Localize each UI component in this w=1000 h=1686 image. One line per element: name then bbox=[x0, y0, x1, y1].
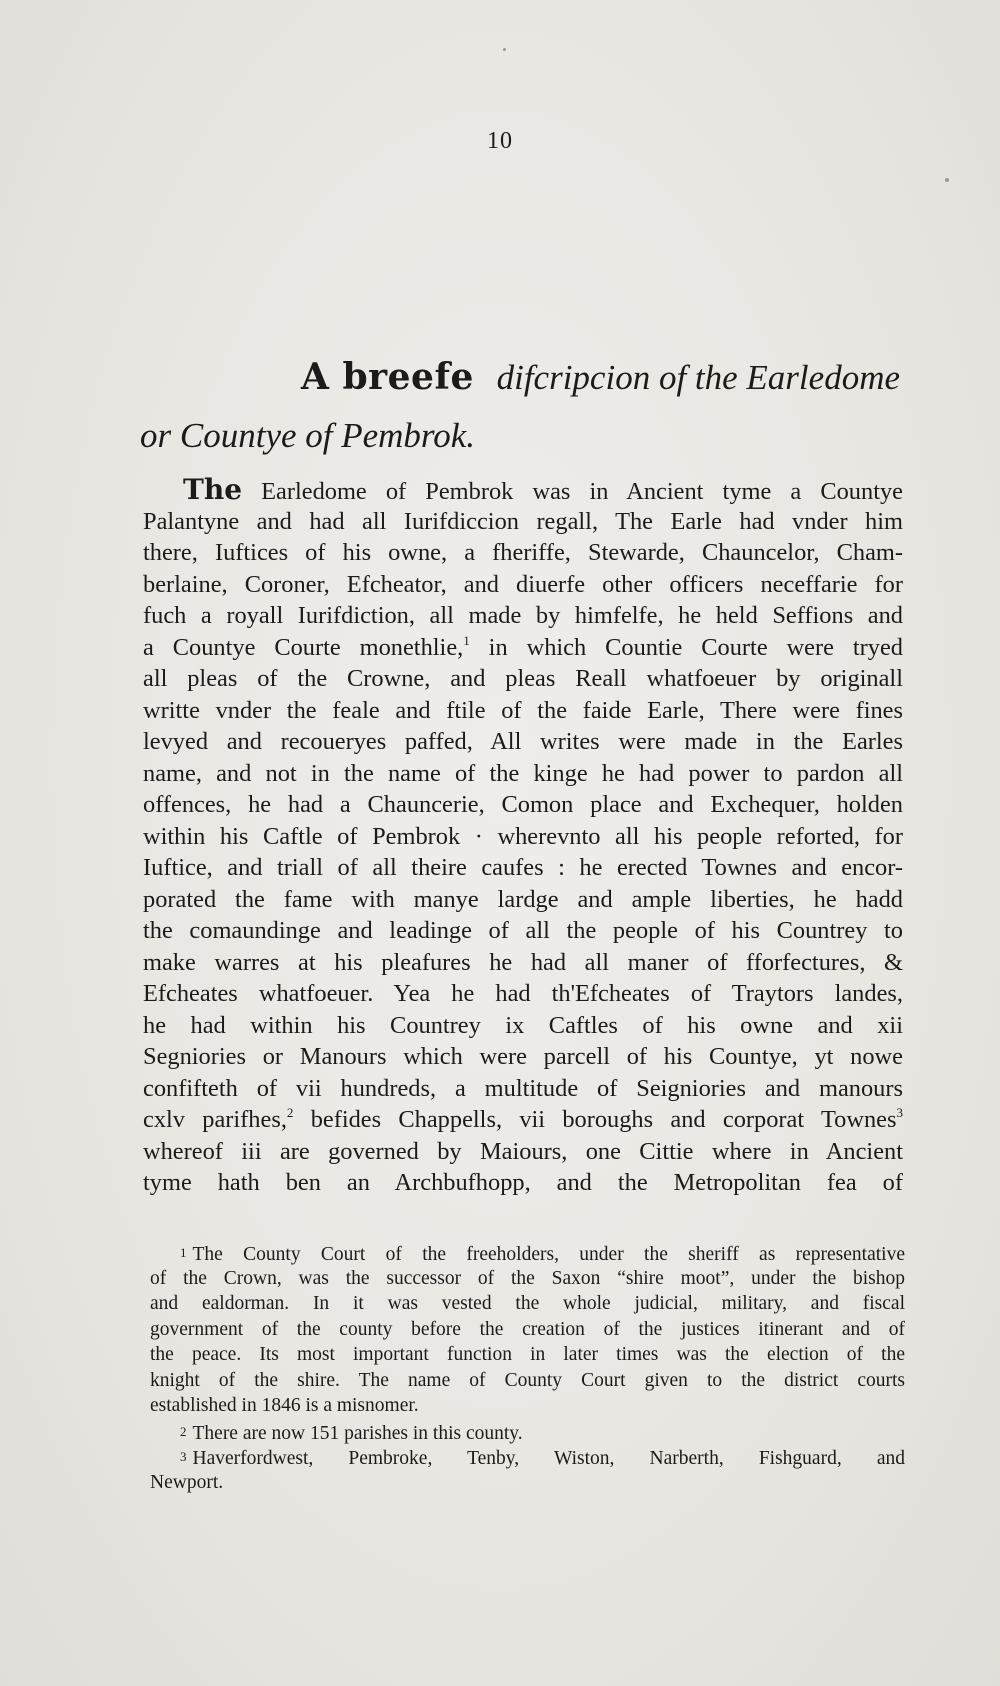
body-line: offences, he had a Chauncerie, Comon place and Exchequer, holden bbox=[143, 791, 903, 818]
title-italic-2: or Countye of Pembrok. bbox=[140, 416, 476, 455]
footnote-line: the peace. Its most important function in later times was the election of the bbox=[150, 1344, 905, 1365]
body-line: berlaine, Coroner, Efcheator, and diuerfe other officers neceffarie for bbox=[143, 570, 903, 598]
footnote-3: 3 Haverfordwest, Pembroke, Tenby, Wiston, Narberth, Fishguard, and bbox=[180, 1448, 905, 1469]
body-line: cxlv parifhes,$^2$ befides Chappells, vii boroughs and corporat Townes$^3$ bbox=[143, 1105, 903, 1133]
footnote-line: established in 1846 is a misnomer. bbox=[150, 1395, 419, 1416]
footnote-line: Newport. bbox=[150, 1471, 224, 1493]
body-line: name, and not in the name of the kinge he had power to pardon all bbox=[143, 759, 903, 787]
footnote-number: 3 bbox=[180, 1449, 187, 1464]
body-line: a Countye Courte monethlie,$^1$ in which Countie Courte were tryed bbox=[143, 632, 903, 661]
footnote-1: 1 The County Court of the freeholders, under the sheriff as representative bbox=[180, 1244, 905, 1265]
body-line: levyed and recoueryes paffed, All writes were made in the Earles bbox=[143, 728, 903, 755]
body-line: Palantyne and had all Iurifdiccion regall, The Earle had vnder him bbox=[143, 507, 903, 535]
paper-speck bbox=[503, 48, 506, 51]
footnote-2: 2 There are now 151 parishes in this county. bbox=[180, 1422, 523, 1444]
footnote-ref-2: 2 bbox=[286, 1105, 294, 1120]
title-italic-1: difcripcion of the Earledome bbox=[496, 358, 900, 397]
footnote-ref-3: 3 bbox=[896, 1105, 903, 1120]
body-line: confifteth of vii hundreds, a multitude of Seigniories and manours bbox=[143, 1074, 903, 1102]
footnote-line: and ealdorman. In it was vested the whole judicial, military, and fiscal bbox=[150, 1293, 905, 1314]
footnote-line: knight of the shire. The name of County Court given to the district courts bbox=[150, 1369, 905, 1391]
body-line: make warres at his pleafures he had all maner of fforfectures, & bbox=[143, 948, 903, 976]
title-blackletter: A breefe bbox=[301, 356, 474, 398]
footnote-ref-1: 1 bbox=[463, 632, 470, 648]
body-line: the comaundinge and leadinge of all the people of his Countrey to bbox=[143, 917, 903, 944]
body-line: whereof iii are governed by Maiours, one Cittie where in Ancient bbox=[143, 1137, 903, 1165]
body-line: tyme hath ben an Archbufhopp, and the Metropolitan fea of bbox=[143, 1169, 903, 1196]
footnote-line: government of the county before the creation of the justices itinerant and of bbox=[150, 1318, 905, 1340]
body-line: there, Iuftices of his owne, a fheriffe, Stewarde, Chauncelor, Cham- bbox=[143, 539, 903, 566]
footnote-number: 1 bbox=[180, 1245, 187, 1260]
paper-speck bbox=[945, 178, 949, 182]
footnotes bbox=[150, 1240, 905, 1495]
title-line-1 bbox=[140, 348, 900, 407]
footnote-number: 2 bbox=[180, 1423, 187, 1439]
footnote-line: of the Crown, was the successor of the Saxon “shire moot”, under the bishop bbox=[150, 1267, 905, 1289]
opening-word: The bbox=[183, 473, 243, 506]
body-paragraph bbox=[143, 474, 903, 1199]
title-line-2 bbox=[140, 407, 900, 465]
body-line: Efcheates whatfoeuer. Yea he had th'Efcheates of Traytors landes, bbox=[143, 980, 903, 1007]
body-line: he had within his Countrey ix Caftles of his owne and xii bbox=[143, 1011, 903, 1039]
body-line: all pleas of the Crowne, and pleas Reall whatfoeuer by originall bbox=[143, 665, 903, 692]
body-line: writte vnder the feale and ftile of the faide Earle, There were fines bbox=[143, 696, 903, 724]
body-line: porated the fame with manye lardge and ample liberties, he hadd bbox=[143, 885, 903, 913]
body-line: Segniories or Manours which were parcell of his Countye, yt nowe bbox=[143, 1043, 903, 1070]
body-line: The Earledome of Pembrok was in Ancient tyme a Countye bbox=[183, 473, 903, 506]
chapter-title bbox=[140, 348, 900, 465]
body-line: Iuftice, and triall of all theire caufes : he erected Townes and encor- bbox=[143, 854, 903, 881]
page-number: 10 bbox=[487, 128, 513, 154]
body-line: fuch a royall Iurifdiction, all made by himfelfe, he held Seffions and bbox=[143, 602, 903, 629]
body-line: within his Caftle of Pembrok · wherevnto all his people reforted, for bbox=[143, 822, 903, 850]
